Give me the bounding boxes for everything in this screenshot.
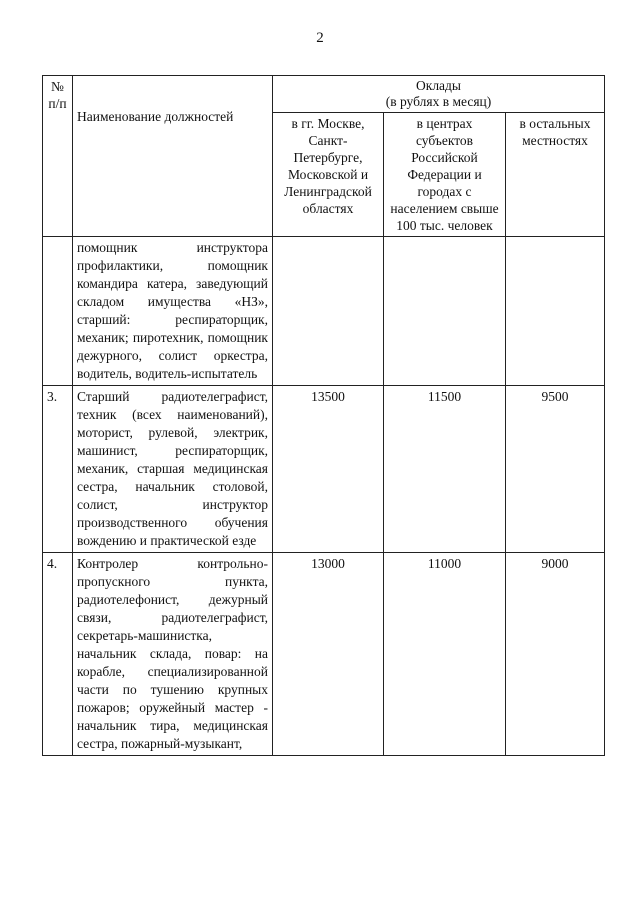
salary-table bbox=[42, 75, 605, 756]
row-description: Контролер контрольно-пропускного пункта, радиотелефонист, дежурный связи, радиотелеграфист, секретарь-машинистка, начальник склада, повар: на корабле, специализированной части по тушению крупных пожаров; оружейный мастер - начальник тира, медицинская сестра, пожарный-музыкант, bbox=[73, 553, 273, 756]
header-salaries-title: Оклады bbox=[416, 78, 461, 93]
header-row bbox=[43, 76, 605, 113]
row-number bbox=[43, 237, 73, 386]
row-number: 3. bbox=[43, 386, 73, 553]
header-position-name bbox=[73, 76, 273, 237]
header-moscow-spb: в гг. Москве, Санкт-Петербурге, Московской и Ленинградской областях bbox=[273, 113, 384, 237]
table-row bbox=[43, 553, 605, 756]
header-regional-centers: в центрах субъектов Российской Федерации и городах с населением свыше 100 тыс. человек bbox=[384, 113, 506, 237]
table-row bbox=[43, 386, 605, 553]
row-salary-moscow: 13000 bbox=[273, 553, 384, 756]
row-salary-moscow: 13500 bbox=[273, 386, 384, 553]
row-description: Старший радиотелеграфист, техник (всех наименований), моторист, рулевой, электрик, машинист, респираторщик, механик, старшая медицинская сестра, начальник столовой, солист, инструктор производственного обучения вождению и практической езде bbox=[73, 386, 273, 553]
row-salary-moscow bbox=[273, 237, 384, 386]
row-salary-centers bbox=[384, 237, 506, 386]
row-salary-centers: 11000 bbox=[384, 553, 506, 756]
header-number: № п/п bbox=[43, 76, 73, 237]
header-salaries bbox=[273, 76, 605, 113]
row-salary-centers: 11500 bbox=[384, 386, 506, 553]
header-position-name-text: Наименование должностей bbox=[77, 109, 234, 124]
header-other-localities: в остальных местностях bbox=[506, 113, 605, 237]
row-salary-other bbox=[506, 237, 605, 386]
row-salary-other: 9500 bbox=[506, 386, 605, 553]
header-salaries-units: (в рублях в месяц) bbox=[385, 94, 492, 109]
table-row bbox=[43, 237, 605, 386]
page-number: 2 bbox=[316, 30, 324, 46]
row-number: 4. bbox=[43, 553, 73, 756]
row-description: помощник инструктора профилактики, помощник командира катера, заведующий складом имущества «НЗ», старший: респираторщик, механик; пиротехник, помощник дежурного, солист оркестра, водитель, водитель-испытатель bbox=[73, 237, 273, 386]
row-salary-other: 9000 bbox=[506, 553, 605, 756]
